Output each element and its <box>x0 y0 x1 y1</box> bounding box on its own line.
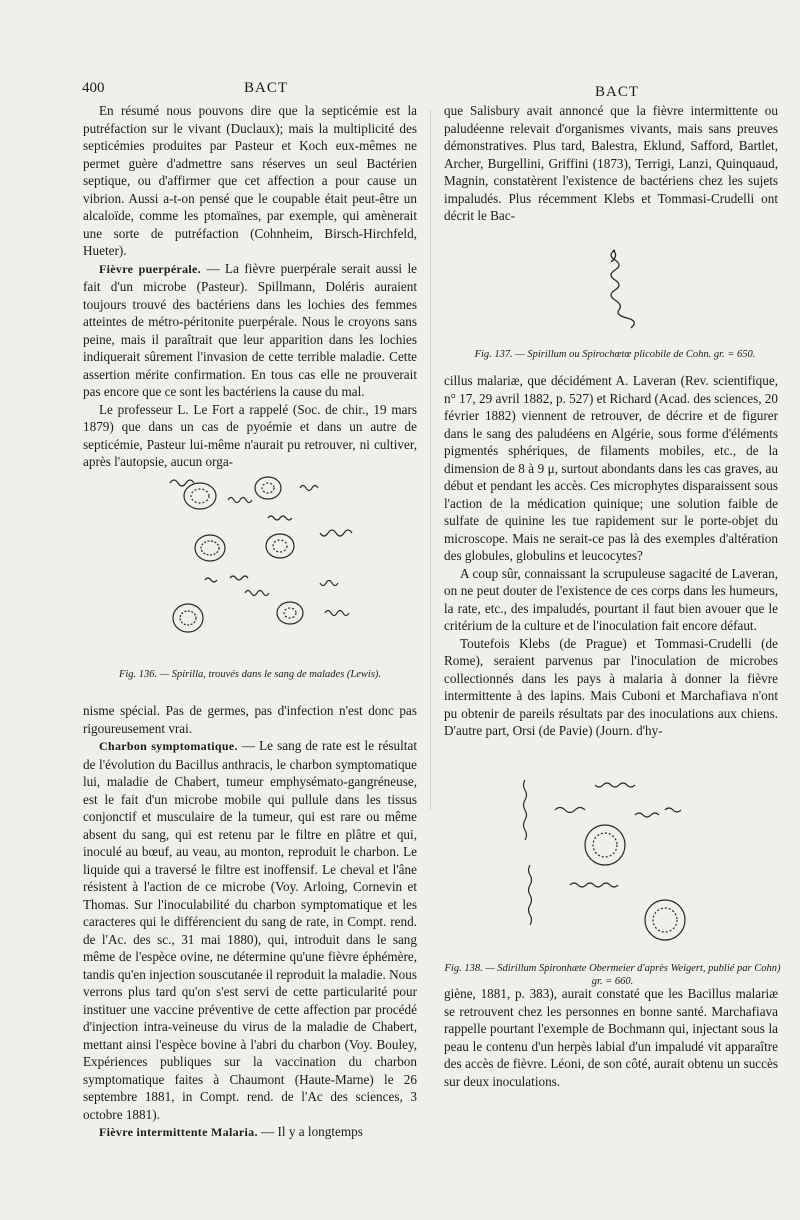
paragraph-orsi: giène, 1881, p. 383), aurait constaté que les Bacillus malariæ se retrouvent chez les personnes en bonne santé. Marchafiava rappelle pourtant l'exemple de Bochmann qui, injectant sous la peau le contenu d'un herpès labial d'un impaludé vit apparaître des accès de fièvre. Léoni, de son côté, aurait obtenu un succès sur deux inoculations. <box>444 986 778 1089</box>
page-number: 400 <box>82 80 105 96</box>
right-column-middle <box>444 372 778 740</box>
left-column-bottom <box>83 702 417 1142</box>
paragraph-fievre-intermittente-text: — Il y a longtemps <box>257 1124 363 1139</box>
right-column-bottom <box>444 985 778 1090</box>
paragraph-a-coup-sur: A coup sûr, connaissant la scrupuleuse sagacité de Laveran, on ne peut douter de l'existence de ces corps dans les humeurs, la rate, etc., des impaludés, pourtant il faut bien avouer que le critérium de la culture et de l'inoculation fait encore défaut. <box>444 565 778 633</box>
paragraph-charbon <box>83 737 417 1123</box>
paragraph-septicemie: En résumé nous pouvons dire que la septicémie est la putréfaction sur le vivant (Duclaux); mais la multiplicité des septicémies produites par Pasteur et Koch eux-mêmes ne permet guère d'admettre sans réserves un seul Bactérien septique, ou d'affirmer que cet affection a pour cause un vibrion. Aussi a-t-on pensé que le coupable était peut-être un alcaloïde, comme les ptomaïnes, par exemple, qui amènerait une sorte de putréfaction (Cohnheim, Birsch-Hirchfeld, Hueter). <box>83 103 417 258</box>
running-head-left: BACT <box>244 80 289 96</box>
paragraph-laveran: cillus malariæ, que décidément A. Laveran (Rev. scientifique, n° 17, 29 avril 1882, p. 527) et Richard (Acad. des sciences, 20 février 1882) viennent de retrouver, de décrire et de figurer dans le sang des paludéens en Algérie, sous forme d'éléments pigmentés sphériques, de filaments mobiles, etc., de la dimension de 8 à 9 μ, surtout abondants dans les cas graves, au début et pendant les accès. Ces microphytes disparaissent sous l'action de la médication quinique; une solution faible de sulfate de quinine les tue rapidement sur le porte-objet du microscope. Mais ne serait-ce pas là des exemples d'altération des globules, globulins et leucocytes? <box>444 373 778 563</box>
fig136-caption: Fig. 136. — Spirilla, trouvés dans le sang de malades (Lewis). <box>118 669 382 680</box>
rubric-fievre-intermittente: Fièvre intermittente Malaria. <box>99 1125 258 1139</box>
fig138-spirochete-icon <box>515 770 705 955</box>
left-column-top <box>83 102 417 471</box>
fig136-spirilla-icon <box>150 468 380 653</box>
paragraph-charbon-text: — Le sang de rate est le résultat de l'évolution du Bacillus anthracis, le charbon symptomatique lui, maladie de Chabert, tumeur emphysémato-gangréneuse, est le fait d'un microbe mobile qui pullule dans les tissus conjonctif et musculaire de la tumeur, qui est rare ou même absent du sang, qui est retenu par le filtre en plâtre et qui, inoculé au bœuf, au veau, au monton, reproduit le charbon. Le liquide qui a traversé le filtre est inoffensif. Le cheval et l'âne résistent à l'action de ce microbe (Voy. Arloing, Cornevin et Thomas. Sur l'inoculabilité du charbon symptomatique et les caracteres qui le différencient du sang de rate, in Compt. rend. de l'Ac. des sc., 31 mai 1880), qui, introduit dans le sang même de l'espèce ovine, ne détermine qu'une fièvre éphémère, tandis qu'en injection souscutanée il reproduit la maladie. Nous verrons plus tard qu'on s'est servi de cette particularité pour instituer une vaccine préventive de cette affection par procédé d'injection intra-veineuse du virus de la maladie de Chabert, mettant ainsi l'espèce bovine à l'abri du charbon (Voy. Bouley, Expériences publiques sur la vaccination du charbon symptomatique faites à Chaumont (Haute-Marne) le 26 septembre 1881, in Compt. rend. de l'Ac des sciences, 3 octobre 1881). <box>83 738 417 1122</box>
paragraph-nisme-special: nisme spécial. Pas de germes, pas d'infection n'est donc pas rigoureusement vrai. <box>83 703 417 736</box>
rubric-fievre-puerperale: Fièvre puerpérale. <box>99 261 201 276</box>
paragraph-klebs: Toutefois Klebs (de Prague) et Tommasi-Crudelli (de Rome), seraient parvenus par l'inoculation de microbes collectionnés dans les pays à malaria à donner la fièvre intermittente à des lapins. Mais Cuboni et Marchafiava n'ont pu obtenir de pareils résultats par des inoculations aux chiens. D'autre part, Orsi (de Pavie) (Journ. d'hy- <box>444 635 778 738</box>
paragraph-fievre-puerperale <box>83 260 417 401</box>
fig138-caption: Fig. 138. — Sdirillum Spironhæte Obermeier d'après Weigert, publié par Cohn) gr. = 660. <box>444 963 781 987</box>
paragraph-le-fort: Le professeur L. Le Fort a rappelé (Soc. de chir., 19 mars 1879) que dans un cas de pyoémie et dans un autre de septicémie, Pasteur lui-même n'aurait pu retrouver, ni cultiver, après l'autopsie, aucun orga- <box>83 401 417 469</box>
paragraph-fievre-puerperale-text: — La fièvre puerpérale serait aussi le fait d'un microbe (Pasteur). Spillmann, Doléris auraient toujours trouvé des bactériens dans les lochies des femmes atteintes de métro-péritonite puerpérale. Nous le croyons sans peine, mais il paraîtrait que leur apparition dans les lochies indiquerait sûrement l'invasion de cette terrible maladie. Cette assertion mérite confirmation. En tous cas elle ne prouverait pas encore que ce sont les bactériens la cause du mal. <box>83 260 418 399</box>
right-column-top <box>444 102 778 225</box>
running-head-right: BACT <box>595 84 640 100</box>
fig137-caption: Fig. 137. — Spirillum ou Spirochœtœ plicobile de Cohn. gr. = 650. <box>474 349 756 360</box>
rubric-charbon: Charbon symptomatique. <box>99 739 238 753</box>
column-separator <box>430 110 431 810</box>
paragraph-salisbury: que Salisbury avait annoncé que la fièvre intermittente ou paludéenne relevait d'organismes vivants, mais sans preuves démonstratives. Plus tard, Balestra, Eklund, Safford, Bartlet, Archer, Burgellini, Griffini (1873), Terrigi, Lanzi, Quinquaud, Magnin, constatèrent l'existence de bactériens chez les sujets impaludés. Plus récemment Klebs et Tommasi-Crudelli ont décrit le Bac- <box>444 103 778 223</box>
fig137-spirillum-icon <box>585 245 635 340</box>
paragraph-fievre-intermittente <box>83 1123 417 1142</box>
